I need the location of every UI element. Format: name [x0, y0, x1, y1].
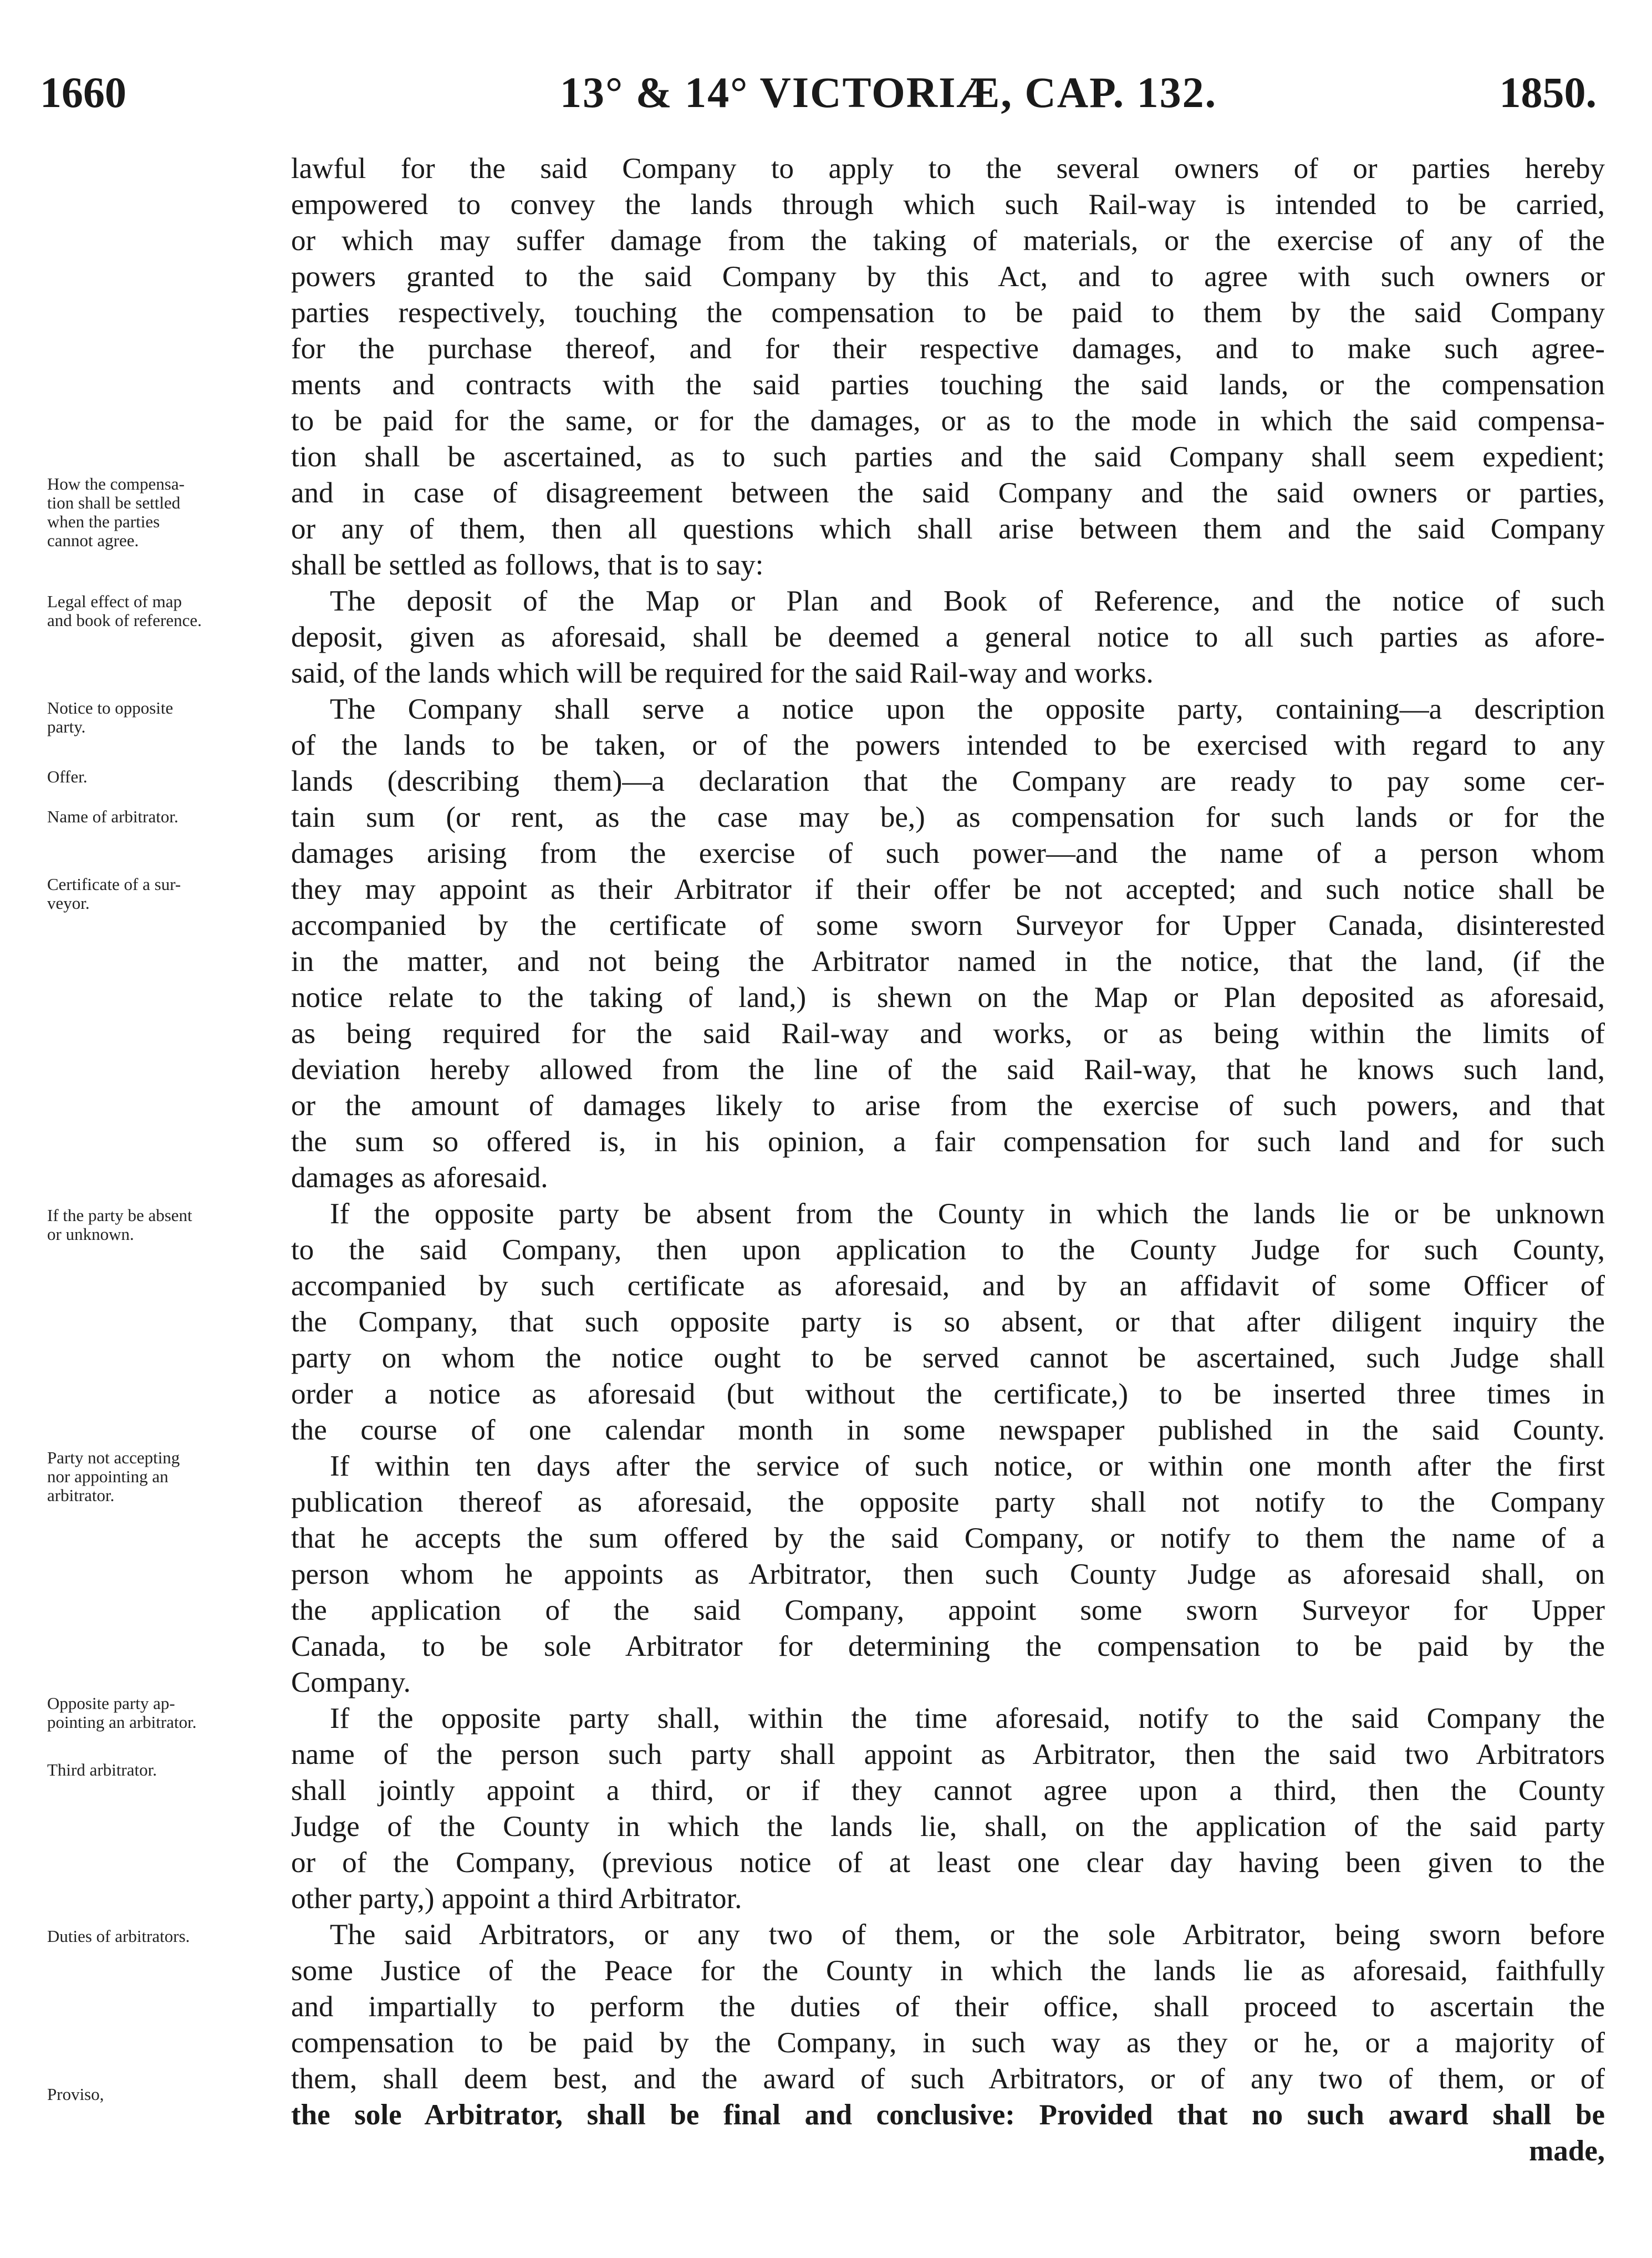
text-line: the course of one calendar month in some newspaper published in the said County. — [291, 1414, 1605, 1446]
text-line: tion shall be ascertained, as to such parties and the said Company shall seem expedient; — [291, 441, 1605, 473]
text-line: or of the Company, (previous notice of at least one clear day having been given to the — [291, 1847, 1605, 1879]
text-line: If the opposite party be absent from the County in which the lands lie or be unknown — [330, 1198, 1605, 1230]
text-line: Company. — [291, 1666, 411, 1698]
text-line: compensation to be paid by the Company, in such way as they or he, or a majority of — [291, 2027, 1605, 2059]
text-line: Canada, to be sole Arbitrator for determining the compensation to be paid by the — [291, 1630, 1605, 1662]
catchword: made, — [1529, 2135, 1605, 2167]
page-number: 1660 — [40, 68, 126, 116]
margin-note: Certificate of a sur- veyor. — [47, 874, 181, 913]
margin-note: Legal effect of map and book of reference. — [47, 592, 202, 630]
text-line: order a notice as aforesaid (but without the certificate,) to be inserted three times in — [291, 1378, 1605, 1410]
text-line: the Company, that such opposite party is so absent, or that after diligent inquiry the — [291, 1306, 1605, 1338]
margin-note: Proviso, — [47, 2084, 104, 2104]
text-line: name of the person such party shall appoint as Arbitrator, then the said two Arbitrators — [291, 1738, 1605, 1771]
text-line: damages as aforesaid. — [291, 1162, 548, 1194]
text-line: person whom he appoints as Arbitrator, then such County Judge as aforesaid shall, on — [291, 1558, 1605, 1590]
text-line: or the amount of damages likely to arise from the exercise of such powers, and that — [291, 1090, 1605, 1122]
margin-note: Name of arbitrator. — [47, 807, 179, 826]
text-line: accompanied by such certificate as aforesaid, and by an affidavit of some Officer of — [291, 1270, 1605, 1302]
text-line: damages arising from the exercise of such power—and the name of a person whom — [291, 837, 1605, 869]
text-line: lawful for the said Company to apply to the several owners of or parties hereby — [291, 152, 1605, 185]
text-line: The deposit of the Map or Plan and Book of Reference, and the notice of such — [330, 585, 1605, 617]
margin-note: Party not accepting nor appointing an arbitrator. — [47, 1448, 180, 1505]
text-line: The Company shall serve a notice upon the opposite party, containing—a description — [330, 693, 1605, 725]
text-line: Judge of the County in which the lands lie, shall, on the application of the said party — [291, 1811, 1605, 1843]
text-line: parties respectively, touching the compensation to be paid to them by the said Company — [291, 297, 1605, 329]
text-line: some Justice of the Peace for the County in which the lands lie as aforesaid, faithfully — [291, 1955, 1605, 1987]
text-line: them, shall deem best, and the award of such Arbitrators, or of any two of them, or of — [291, 2063, 1605, 2095]
text-line: to be paid for the same, or for the damages, or as to the mode in which the said compensa- — [291, 405, 1605, 437]
text-line: as being required for the said Rail-way and works, or as being within the limits of — [291, 1018, 1605, 1050]
text-line: said, of the lands which will be required for the said Rail-way and works. — [291, 657, 1154, 689]
margin-note: Duties of arbitrators. — [47, 1926, 190, 1946]
text-line: shall be settled as follows, that is to say: — [291, 549, 764, 581]
text-line: accompanied by the certificate of some sworn Surveyor for Upper Canada, disinterested — [291, 909, 1605, 942]
text-line: the sole Arbitrator, shall be final and conclusive: Provided that no such award shall be — [291, 2099, 1605, 2131]
body-text — [291, 151, 1605, 2169]
text-line: deviation hereby allowed from the line of the said Rail-way, that he knows such land, — [291, 1054, 1605, 1086]
text-line: ments and contracts with the said parties touching the said lands, or the compensation — [291, 369, 1605, 401]
text-line: they may appoint as their Arbitrator if their offer be not accepted; and such notice shall be — [291, 873, 1605, 906]
text-line: publication thereof as aforesaid, the opposite party shall not notify to the Company — [291, 1486, 1605, 1518]
text-line: shall jointly appoint a third, or if they cannot agree upon a third, then the County — [291, 1774, 1605, 1807]
text-line: empowered to convey the lands through which such Rail-way is intended to be carried, — [291, 189, 1605, 221]
text-line: notice relate to the taking of land,) is shewn on the Map or Plan deposited as aforesaid, — [291, 981, 1605, 1014]
text-line: to the said Company, then upon application to the County Judge for such County, — [291, 1234, 1605, 1266]
page-title: 13° & 14° VICTORIÆ, CAP. 132. — [560, 68, 1217, 116]
text-line: tain sum (or rent, as the case may be,) as compensation for such lands or for the — [291, 801, 1605, 833]
text-line: the sum so offered is, in his opinion, a fair compensation for such land and for such — [291, 1126, 1605, 1158]
text-line: If the opposite party shall, within the time aforesaid, notify to the said Company the — [330, 1702, 1605, 1735]
margin-note: Offer. — [47, 767, 88, 786]
text-line: party on whom the notice ought to be served cannot be ascertained, such Judge shall — [291, 1342, 1605, 1374]
page-year: 1850. — [1499, 68, 1597, 116]
text-line: If within ten days after the service of such notice, or within one month after the first — [330, 1450, 1605, 1482]
text-line: in the matter, and not being the Arbitrator named in the notice, that the land, (if the — [291, 945, 1605, 978]
text-line: or any of them, then all questions which shall arise between them and the said Company — [291, 513, 1605, 545]
text-line: that he accepts the sum offered by the said Company, or notify to them the name of a — [291, 1522, 1605, 1554]
text-line: other party,) appoint a third Arbitrator. — [291, 1883, 742, 1915]
text-line: and in case of disagreement between the said Company and the said owners or parties, — [291, 477, 1605, 509]
text-line: and impartially to perform the duties of their office, shall proceed to ascertain the — [291, 1991, 1605, 2023]
margin-note: Opposite party ap- pointing an arbitrator. — [47, 1693, 197, 1732]
margin-note: Third arbitrator. — [47, 1760, 157, 1779]
text-line: The said Arbitrators, or any two of them, or the sole Arbitrator, being sworn before — [330, 1919, 1605, 1951]
text-line: the application of the said Company, appoint some sworn Surveyor for Upper — [291, 1594, 1605, 1626]
text-line: for the purchase thereof, and for their respective damages, and to make such agree- — [291, 333, 1605, 365]
text-line: or which may suffer damage from the taking of materials, or the exercise of any of the — [291, 225, 1605, 257]
text-line: deposit, given as aforesaid, shall be deemed a general notice to all such parties as afore- — [291, 621, 1605, 653]
text-line: powers granted to the said Company by this Act, and to agree with such owners or — [291, 261, 1605, 293]
text-line: lands (describing them)—a declaration that the Company are ready to pay some cer- — [291, 765, 1605, 797]
margin-note: Notice to opposite party. — [47, 698, 174, 736]
margin-note: How the compensa- tion shall be settled when the parties cannot agree. — [47, 474, 185, 550]
text-line: of the lands to be taken, or of the powers intended to be exercised with regard to any — [291, 729, 1605, 761]
margin-note: If the party be absent or unknown. — [47, 1206, 192, 1244]
